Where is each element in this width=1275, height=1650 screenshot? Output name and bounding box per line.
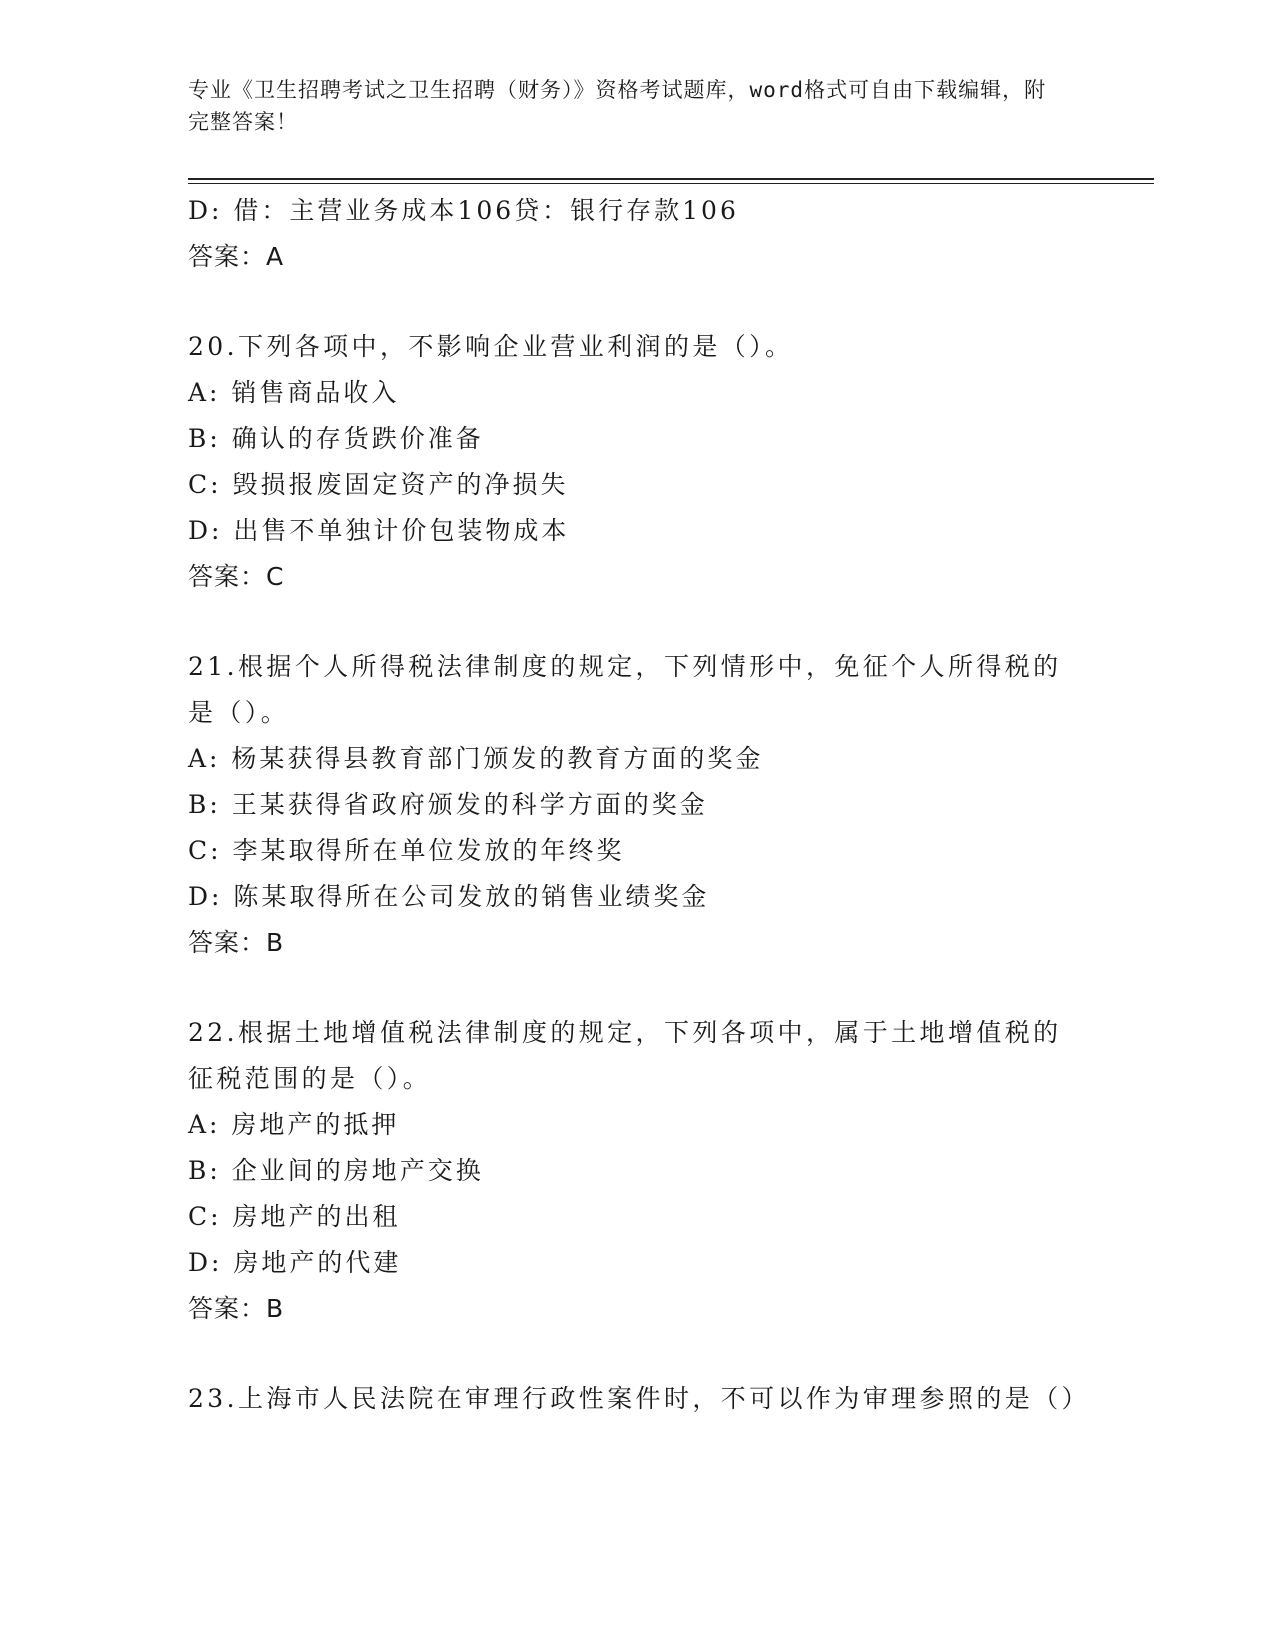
option-a: A: 销售商品收入 [188, 378, 400, 407]
document-header: 专业《卫生招聘考试之卫生招聘（财务）》资格考试题库，word格式可自由下载编辑，附完整答案！ [188, 78, 1047, 134]
option-d: D: 借：主营业务成本106贷：银行存款106 [188, 196, 739, 225]
answer: 答案：C [188, 562, 285, 591]
question-title: 22.根据土地增值税法律制度的规定，下列各项中，属于土地增值税的征税范围的是（）。 [188, 1018, 1062, 1093]
spacer [188, 966, 1078, 1010]
spacer [188, 280, 1078, 324]
question-22 [188, 1010, 1078, 1332]
answer: 答案：B [188, 928, 285, 957]
option-d: D: 房地产的代建 [188, 1248, 402, 1277]
option-b: B: 王某获得省政府颁发的科学方面的奖金 [188, 790, 708, 819]
spacer [188, 1332, 1078, 1376]
question-20 [188, 324, 1078, 600]
question-title: 20.下列各项中，不影响企业营业利润的是（）。 [188, 332, 794, 361]
option-b: B: 确认的存货跌价准备 [188, 424, 484, 453]
header-divider-thin [188, 183, 1154, 184]
spacer [188, 600, 1078, 644]
previous-question-tail [188, 188, 1078, 280]
option-b: B: 企业间的房地产交换 [188, 1156, 484, 1185]
option-d: D: 陈某取得所在公司发放的销售业绩奖金 [188, 882, 710, 911]
header-divider [188, 178, 1154, 180]
answer: 答案：B [188, 1294, 285, 1323]
option-a: A: 杨某获得县教育部门颁发的教育方面的奖金 [188, 744, 764, 773]
question-23 [188, 1376, 1090, 1422]
answer: 答案：A [188, 242, 285, 271]
option-c: C: 李某取得所在单位发放的年终奖 [188, 836, 625, 865]
option-a: A: 房地产的抵押 [188, 1110, 400, 1139]
question-title: 23.上海市人民法院在审理行政性案件时，不可以作为审理参照的是（） [188, 1384, 1090, 1413]
question-title: 21.根据个人所得税法律制度的规定，下列情形中，免征个人所得税的是（）。 [188, 652, 1062, 727]
option-c: C: 毁损报废固定资产的净损失 [188, 470, 569, 499]
option-c: C: 房地产的出租 [188, 1202, 401, 1231]
question-list [188, 188, 1090, 1422]
question-21 [188, 644, 1078, 966]
option-d: D: 出售不单独计价包装物成本 [188, 516, 570, 545]
